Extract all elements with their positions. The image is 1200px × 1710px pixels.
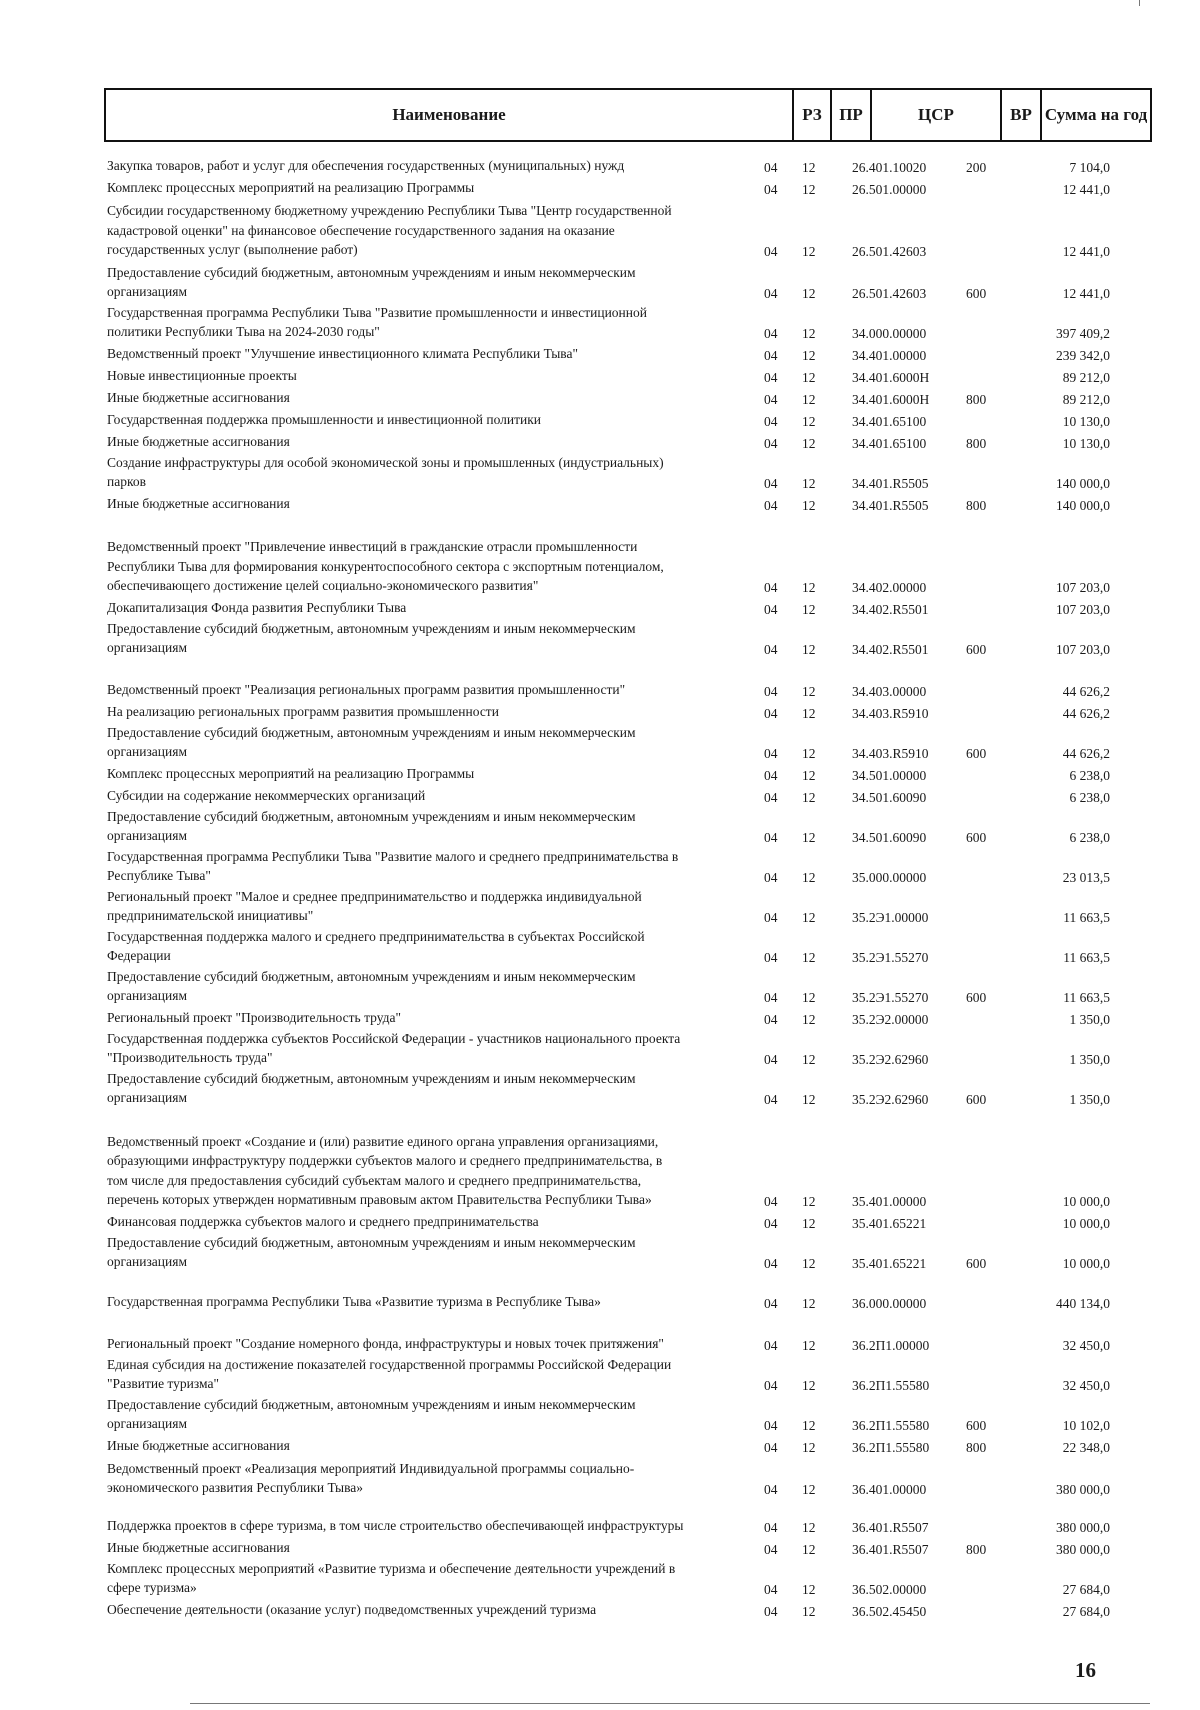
row-csr: 35.2Э2.62960 [852,1052,929,1067]
row-name: На реализацию региональных программ развития промышленности [107,704,499,720]
row-pr: 12 [802,830,816,845]
row-vr: 200 [966,160,987,175]
row-name: Предоставление субсидий бюджетным, автономным учреждениям и иным некоммерческим организациям [107,620,636,656]
row-pr: 12 [802,990,816,1005]
row-pr: 12 [802,1520,816,1535]
row-csr: 36.2П1.55580 [852,1440,930,1455]
row-rz: 04 [764,392,778,407]
row-name: Предоставление субсидий бюджетным, автономным учреждениям и иным некоммерческим организациям [107,724,636,760]
row-rz: 04 [764,160,778,175]
row-rz: 04 [764,1520,778,1535]
row-sum: 380 000,0 [1056,1520,1110,1535]
row-csr: 35.401.65221 [852,1256,927,1271]
row-name: Субсидии государственному бюджетному учреждению Республики Тыва "Центр государственной кадастровой оценки" на финансовое обеспечение государственного задания на оказание государственных услуг (выполнение работ) [107,203,672,258]
row-name: Финансовая поддержка субъектов малого и среднего предпринимательства [107,1214,539,1230]
row-rz: 04 [764,830,778,845]
row-csr: 36.502.00000 [852,1582,927,1597]
row-rz: 04 [764,1012,778,1027]
row-rz: 04 [764,684,778,699]
row-pr: 12 [802,706,816,721]
row-pr: 12 [802,326,816,341]
row-name: Обеспечение деятельности (оказание услуг) подведомственных учреждений туризма [107,1602,597,1618]
row-csr: 36.502.45450 [852,1604,927,1619]
row-pr: 12 [802,910,816,925]
row-name: Ведомственный проект "Реализация региональных программ развития промышленности" [107,682,626,698]
row-name: Государственная поддержка субъектов Российской Федерации - участников национального проекта "Производительность труда" [107,1030,681,1066]
row-csr: 34.501.60090 [852,830,927,845]
row-rz: 04 [764,870,778,885]
row-name: Предоставление субсидий бюджетным, автономным учреждениям и иным некоммерческим организациям [107,1234,636,1270]
row-sum: 239 342,0 [1056,348,1110,363]
row-rz: 04 [764,436,778,451]
row-rz: 04 [764,1194,778,1209]
row-sum: 10 130,0 [1062,436,1110,451]
row-vr: 800 [966,1440,987,1455]
row-csr: 35.2Э2.62960 [852,1092,929,1107]
row-pr: 12 [802,768,816,783]
row-vr: 600 [966,746,987,761]
row-vr: 600 [966,990,987,1005]
row-pr: 12 [802,160,816,175]
row-name: Закупка товаров, работ и услуг для обеспечения государственных (муниципальных) нужд [107,158,625,174]
row-csr: 35.2Э1.00000 [852,910,929,925]
row-rz: 04 [764,414,778,429]
row-vr: 800 [966,436,987,451]
row-rz: 04 [764,746,778,761]
row-rz: 04 [764,910,778,925]
row-name: Иные бюджетные ассигнования [107,496,290,512]
row-sum: 12 441,0 [1062,244,1110,259]
row-csr: 34.403.R5910 [852,706,929,721]
row-sum: 107 203,0 [1056,580,1110,595]
row-sum: 89 212,0 [1062,392,1110,407]
row-rz: 04 [764,580,778,595]
header-vr: ВР [1000,90,1040,140]
footer-divider [190,1703,1150,1704]
row-sum: 23 013,5 [1062,870,1110,885]
row-pr: 12 [802,1296,816,1311]
row-sum: 440 134,0 [1056,1296,1110,1311]
row-pr: 12 [802,1440,816,1455]
row-pr: 12 [802,436,816,451]
row-sum: 6 238,0 [1069,790,1110,805]
row-name: Иные бюджетные ассигнования [107,1540,290,1556]
page-number: 16 [1075,1658,1096,1682]
row-csr: 34.501.00000 [852,768,927,783]
row-pr: 12 [802,1582,816,1597]
row-pr: 12 [802,950,816,965]
row-rz: 04 [764,370,778,385]
row-vr: 600 [966,642,987,657]
row-vr: 600 [966,1256,987,1271]
row-sum: 12 441,0 [1062,182,1110,197]
row-pr: 12 [802,1092,816,1107]
row-pr: 12 [802,1338,816,1353]
row-csr: 26.501.42603 [852,244,927,259]
row-name: Ведомственный проект "Улучшение инвестиционного климата Республики Тыва" [107,346,578,362]
row-name: Создание инфраструктуры для особой экономической зоны и промышленных (индустриальных) парков [107,454,664,490]
row-sum: 1 350,0 [1069,1052,1110,1067]
row-name: Ведомственный проект «Реализация мероприятий Индивидуальной программы социально- экономического развития Республики Тыва» [107,1460,635,1496]
row-rz: 04 [764,642,778,657]
row-sum: 380 000,0 [1056,1542,1110,1557]
row-csr: 34.402.00000 [852,580,927,595]
row-pr: 12 [802,1418,816,1433]
row-sum: 11 663,5 [1063,990,1110,1005]
row-pr: 12 [802,1604,816,1619]
row-rz: 04 [764,1418,778,1433]
row-vr: 800 [966,1542,987,1557]
row-csr: 34.402.R5501 [852,642,929,657]
row-name: Государственная программа Республики Тыва "Развитие промышленности и инвестиционной политики Республики Тыва на 2024-2030 годы" [107,304,647,340]
row-name: Комплекс процессных мероприятий на реализацию Программы [107,180,475,196]
row-name: Иные бюджетные ассигнования [107,390,290,406]
row-sum: 11 663,5 [1063,910,1110,925]
row-pr: 12 [802,580,816,595]
row-name: Докапитализация Фонда развития Республики Тыва [107,600,407,616]
row-sum: 107 203,0 [1056,602,1110,617]
row-rz: 04 [764,1092,778,1107]
row-pr: 12 [802,1482,816,1497]
row-sum: 27 684,0 [1062,1582,1110,1597]
row-sum: 44 626,2 [1062,746,1110,761]
row-pr: 12 [802,1542,816,1557]
row-pr: 12 [802,746,816,761]
row-csr: 36.2П1.55580 [852,1378,930,1393]
row-pr: 12 [802,1216,816,1231]
row-sum: 380 000,0 [1056,1482,1110,1497]
row-pr: 12 [802,244,816,259]
row-rz: 04 [764,476,778,491]
row-sum: 22 348,0 [1062,1440,1110,1455]
row-csr: 34.401.R5505 [852,498,929,513]
row-sum: 107 203,0 [1056,642,1110,657]
row-pr: 12 [802,1256,816,1271]
row-sum: 27 684,0 [1062,1604,1110,1619]
row-rz: 04 [764,790,778,805]
row-csr: 34.403.00000 [852,684,927,699]
row-name: Государственная поддержка промышленности и инвестиционной политики [107,412,542,428]
row-name: Новые инвестиционные проекты [107,368,297,384]
row-name: Предоставление субсидий бюджетным, автономным учреждениям и иным некоммерческим организациям [107,968,636,1004]
row-vr: 600 [966,830,987,845]
row-csr: 35.2Э1.55270 [852,990,929,1005]
row-csr: 36.401.R5507 [852,1542,929,1557]
row-name: Единая субсидия на достижение показателей государственной программы Российской Федерации "Развитие туризма" [107,1356,672,1392]
row-name: Поддержка проектов в сфере туризма, в том числе строительство обеспечивающей инфраструктуры [107,1518,684,1534]
row-sum: 89 212,0 [1062,370,1110,385]
row-pr: 12 [802,1194,816,1209]
row-name: Государственная программа Республики Тыва «Развитие туризма в Республике Тыва» [107,1294,601,1310]
row-vr: 600 [966,1418,987,1433]
row-csr: 26.501.42603 [852,286,927,301]
row-sum: 12 441,0 [1062,286,1110,301]
row-name: Государственная программа Республики Тыва "Развитие малого и среднего предпринимательства в Республике Тыва" [107,848,679,884]
row-sum: 1 350,0 [1069,1012,1110,1027]
row-rz: 04 [764,244,778,259]
row-sum: 140 000,0 [1056,498,1110,513]
row-rz: 04 [764,1604,778,1619]
row-rz: 04 [764,1482,778,1497]
row-sum: 6 238,0 [1069,830,1110,845]
row-csr: 34.401.6000Н [852,392,930,407]
row-rz: 04 [764,1296,778,1311]
row-pr: 12 [802,286,816,301]
row-rz: 04 [764,950,778,965]
header-pr: ПР [830,90,870,140]
row-rz: 04 [764,1338,778,1353]
row-name: Предоставление субсидий бюджетным, автономным учреждениям и иным некоммерческим организациям [107,264,636,300]
row-sum: 10 130,0 [1062,414,1110,429]
row-rz: 04 [764,1256,778,1271]
row-sum: 32 450,0 [1062,1338,1110,1353]
row-sum: 44 626,2 [1062,706,1110,721]
scan-mark [1139,0,1140,6]
row-rz: 04 [764,286,778,301]
row-csr: 34.401.R5505 [852,476,929,491]
row-csr: 36.2П1.55580 [852,1418,930,1433]
row-vr: 800 [966,392,987,407]
row-csr: 26.501.00000 [852,182,927,197]
row-pr: 12 [802,1378,816,1393]
row-sum: 10 000,0 [1062,1256,1110,1271]
row-pr: 12 [802,498,816,513]
row-csr: 36.401.00000 [852,1482,927,1497]
row-sum: 10 102,0 [1062,1418,1110,1433]
row-csr: 34.402.R5501 [852,602,929,617]
row-csr: 34.401.65100 [852,436,927,451]
row-sum: 397 409,2 [1056,326,1110,341]
row-csr: 36.000.00000 [852,1296,927,1311]
row-vr: 800 [966,498,987,513]
row-csr: 34.401.65100 [852,414,927,429]
row-sum: 7 104,0 [1069,160,1110,175]
row-csr: 34.401.00000 [852,348,927,363]
header-sum: Сумма на год [1040,90,1150,140]
row-vr: 600 [966,1092,987,1107]
row-name: Региональный проект "Производительность труда" [107,1010,401,1026]
row-sum: 10 000,0 [1062,1216,1110,1231]
row-rz: 04 [764,1440,778,1455]
row-csr: 35.000.00000 [852,870,927,885]
row-vr: 600 [966,286,987,301]
row-sum: 10 000,0 [1062,1194,1110,1209]
row-pr: 12 [802,414,816,429]
header-csr: ЦСР [870,90,1000,140]
row-csr: 35.401.00000 [852,1194,927,1209]
row-csr: 35.401.65221 [852,1216,927,1231]
row-csr: 36.2П1.00000 [852,1338,930,1353]
row-rz: 04 [764,1052,778,1067]
row-sum: 32 450,0 [1062,1378,1110,1393]
row-name: Государственная поддержка малого и среднего предпринимательства в субъектах Российской Федерации [107,928,645,964]
row-name: Предоставление субсидий бюджетным, автономным учреждениям и иным некоммерческим организациям [107,808,636,844]
row-name: Комплекс процессных мероприятий «Развитие туризма и обеспечение деятельности учреждений в сфере туризма» [107,1560,676,1596]
row-sum: 140 000,0 [1056,476,1110,491]
header-name: Наименование [392,105,506,124]
row-name: Иные бюджетные ассигнования [107,434,290,450]
row-rz: 04 [764,990,778,1005]
row-rz: 04 [764,348,778,363]
row-rz: 04 [764,1378,778,1393]
row-sum: 44 626,2 [1062,684,1110,699]
row-pr: 12 [802,392,816,407]
row-csr: 35.2Э1.55270 [852,950,929,965]
row-pr: 12 [802,348,816,363]
row-name: Предоставление субсидий бюджетным, автономным учреждениям и иным некоммерческим организациям [107,1396,636,1432]
row-csr: 34.000.00000 [852,326,927,341]
row-sum: 11 663,5 [1063,950,1110,965]
row-rz: 04 [764,602,778,617]
row-csr: 35.2Э2.00000 [852,1012,929,1027]
row-pr: 12 [802,642,816,657]
row-csr: 34.501.60090 [852,790,927,805]
row-pr: 12 [802,1012,816,1027]
header-rz: РЗ [792,90,830,140]
row-rz: 04 [764,1542,778,1557]
row-pr: 12 [802,870,816,885]
row-rz: 04 [764,768,778,783]
row-sum: 6 238,0 [1069,768,1110,783]
row-pr: 12 [802,182,816,197]
row-rz: 04 [764,498,778,513]
row-csr: 36.401.R5507 [852,1520,929,1535]
row-pr: 12 [802,684,816,699]
row-name: Иные бюджетные ассигнования [107,1438,290,1454]
row-rz: 04 [764,706,778,721]
row-name: Ведомственный проект «Создание и (или) развитие единого органа управления организациями, образующими инфраструктуру поддержки субъектов малого и среднего предпринимательства, в том числе для предоставления субсидий субъектам малого и среднего предпринимательства, перечень которых утвержден нормативным правовым актом Правительства Республики Тыва» [107,1133,663,1208]
row-rz: 04 [764,182,778,197]
row-name: Региональный проект "Малое и среднее предпринимательство и поддержка индивидуальной предпринимательской инициативы" [107,888,642,924]
row-pr: 12 [802,370,816,385]
row-sum: 1 350,0 [1069,1092,1110,1107]
row-pr: 12 [802,790,816,805]
row-name: Субсидии на содержание некоммерческих организаций [107,788,426,804]
row-name: Региональный проект "Создание номерного фонда, инфраструктуры и новых точек притяжения" [107,1336,664,1352]
row-rz: 04 [764,1582,778,1597]
row-name: Комплекс процессных мероприятий на реализацию Программы [107,766,475,782]
row-name: Ведомственный проект "Привлечение инвестиций в гражданские отрасли промышленности Республики Тыва для формирования конкурентоспособного сектора с экспортным потенциалом, обеспечивающего достижение целей социально-экономического развития" [107,539,664,594]
row-csr: 34.403.R5910 [852,746,929,761]
row-pr: 12 [802,602,816,617]
row-rz: 04 [764,326,778,341]
row-rz: 04 [764,1216,778,1231]
row-csr: 34.401.6000Н [852,370,930,385]
row-name: Предоставление субсидий бюджетным, автономным учреждениям и иным некоммерческим организациям [107,1070,636,1106]
row-csr: 26.401.10020 [852,160,927,175]
row-pr: 12 [802,476,816,491]
row-pr: 12 [802,1052,816,1067]
